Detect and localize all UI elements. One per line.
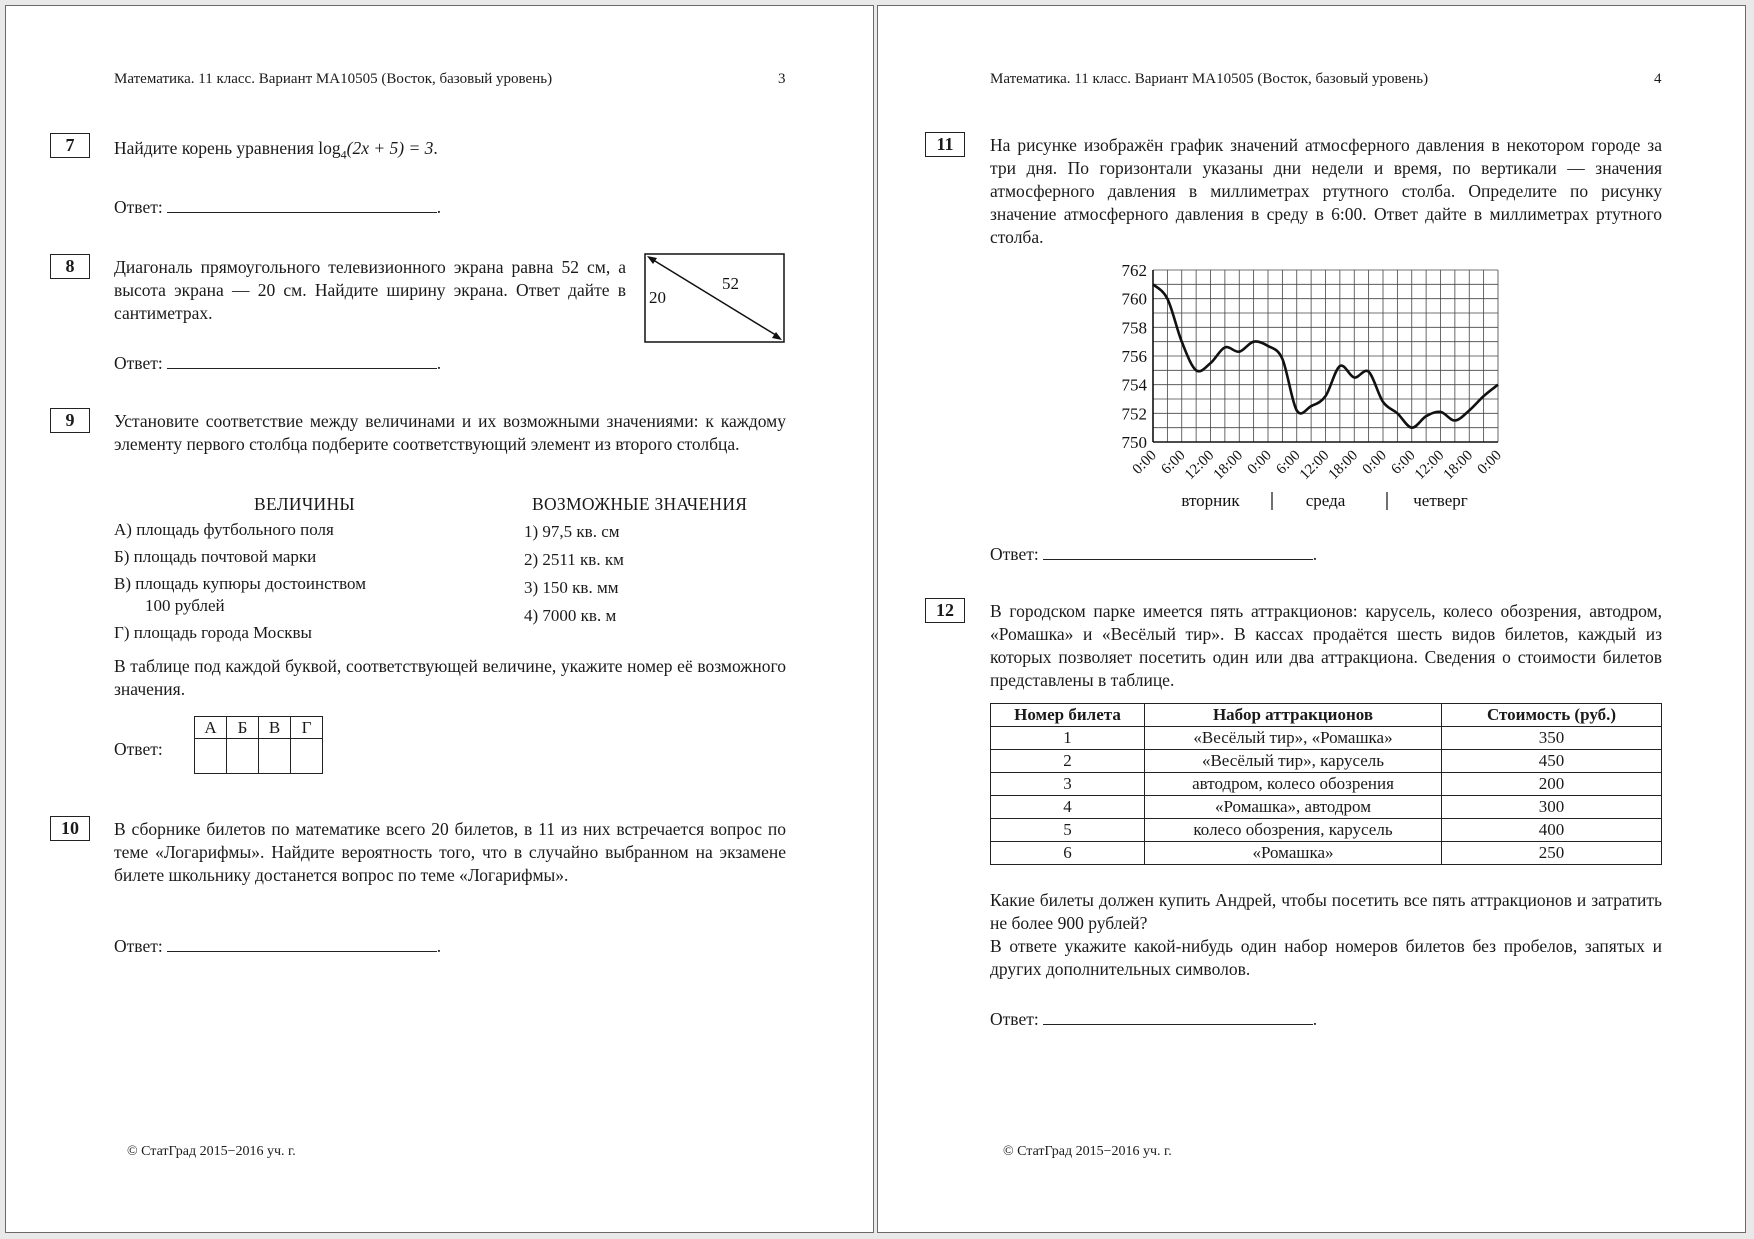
answer-cell-b[interactable] — [227, 739, 259, 774]
ticket-number: 4 — [991, 796, 1145, 819]
ticket-cost: 400 — [1442, 819, 1662, 842]
table-row — [991, 819, 1662, 842]
value-1: 1) 97,5 кв. см — [524, 522, 620, 541]
answer-11-line[interactable] — [1043, 545, 1313, 560]
tickets-table-header — [991, 704, 1662, 727]
x-tick-label: 6:00 — [1158, 447, 1189, 478]
question-number-8: 8 — [50, 254, 90, 279]
x-tick-label: 0:00 — [1244, 447, 1275, 478]
answer-8: Ответ: . — [114, 353, 442, 373]
letter-g: Г — [291, 717, 323, 739]
letter-a: А — [195, 717, 227, 739]
ticket-attractions: «Ромашка», автодром — [1145, 796, 1442, 819]
answer-9-label: Ответ: — [114, 739, 163, 759]
ticket-attractions: «Весёлый тир», «Ромашка» — [1145, 727, 1442, 750]
table-row — [991, 750, 1662, 773]
x-tick-label: 18:00 — [1440, 447, 1477, 483]
question-10-text: В сборнике билетов по математике всего 20 билетов, в 11 из них встречается вопрос по теме «Логарифмы». Найдите вероятность того, что в случайно выбранном на экзамене билете школьнику достанется вопрос по теме «Логарифмы». — [114, 819, 786, 885]
tickets-table — [990, 703, 1662, 865]
y-tick-label: 756 — [1121, 347, 1147, 366]
day-label: вторник — [1181, 491, 1240, 510]
y-tick-label: 752 — [1121, 404, 1147, 424]
ticket-number: 3 — [991, 773, 1145, 796]
header-attractions: Набор аттракционов — [1145, 704, 1442, 727]
table-row — [991, 796, 1662, 819]
answer-11: Ответ: . — [990, 544, 1318, 564]
table-row — [991, 727, 1662, 750]
ticket-attractions: «Весёлый тир», карусель — [1145, 750, 1442, 773]
letter-v: В — [259, 717, 291, 739]
question-12-text: В городском парке имеется пять аттракционов: карусель, колесо обозрения, автодром, «Ромашка» и «Весёлый тир». В кассах продаётся шесть видов билетов, каждый из которых позволяет посетить один или два аттракциона. Сведения о стоимости билетов представлены в таблице. — [990, 601, 1662, 690]
value-2: 2) 2511 кв. км — [524, 550, 624, 569]
answer-cell-a[interactable] — [195, 739, 227, 774]
ticket-attractions: колесо обозрения, карусель — [1145, 819, 1442, 842]
pressure-chart — [1103, 254, 1505, 522]
page-right — [877, 5, 1746, 1233]
x-tick-label: 12:00 — [1411, 447, 1448, 483]
diagonal-label: 52 — [722, 274, 739, 293]
question-9-text: Установите соответствие между величинами и их возможными значениями: к каждому элементу первого столбца подберите соответствующий элемент из второго столбца. — [114, 411, 786, 454]
page-left — [5, 5, 874, 1233]
ticket-number: 5 — [991, 819, 1145, 842]
y-tick-label: 758 — [1121, 318, 1147, 338]
page-number: 4 — [1654, 71, 1662, 87]
page-number: 3 — [778, 71, 786, 87]
x-tick-label: 0:00 — [1359, 447, 1390, 478]
ticket-number: 2 — [991, 750, 1145, 773]
question-7-text: Найдите корень уравнения $\log_4(2x + 5) = 3$. — [114, 138, 438, 162]
header-ticket-number: Номер билета — [991, 704, 1145, 727]
column-title-quantities: ВЕЛИЧИНЫ — [254, 494, 355, 514]
ticket-attractions: «Ромашка» — [1145, 842, 1442, 865]
answer-10-line[interactable] — [167, 937, 437, 952]
day-label: четверг — [1413, 491, 1468, 510]
question-number-11: 11 — [925, 132, 965, 157]
ticket-number: 1 — [991, 727, 1145, 750]
value-4: 4) 7000 кв. м — [524, 606, 617, 625]
ticket-attractions: автодром, колесо обозрения — [1145, 773, 1442, 796]
diagonal-line — [650, 258, 779, 337]
quantity-g: Г) площадь города Москвы — [114, 623, 312, 642]
ticket-cost: 250 — [1442, 842, 1662, 865]
footer-copyright: © СтатГрад 2015−2016 уч. г. — [1003, 1144, 1172, 1159]
value-3: 3) 150 кв. мм — [524, 578, 619, 597]
formula: $\log_4(2x + 5) = 3$ — [318, 138, 434, 162]
page-header: Математика. 11 класс. Вариант МА10505 (Восток, базовый уровень) — [990, 71, 1429, 87]
page-header: Математика. 11 класс. Вариант МА10505 (Восток, базовый уровень) — [114, 71, 553, 87]
ticket-cost: 200 — [1442, 773, 1662, 796]
answer-8-line[interactable] — [167, 354, 437, 369]
ticket-cost: 450 — [1442, 750, 1662, 773]
quantity-b: Б) площадь почтовой марки — [114, 547, 317, 566]
question-9-instruction: В таблице под каждой буквой, соответствующей величине, укажите номер её возможного значения. — [114, 656, 786, 699]
answer-cell-v[interactable] — [259, 739, 291, 774]
answer-12: Ответ: . — [990, 1009, 1318, 1029]
ticket-number: 6 — [991, 842, 1145, 865]
y-tick-label: 750 — [1121, 433, 1147, 452]
footer-copyright: © СтатГрад 2015−2016 уч. г. — [127, 1144, 296, 1159]
quantity-v: В) площадь купюры достоинством — [114, 574, 366, 593]
question-11-text: На рисунке изображён график значений атмосферного давления в некотором городе за три дня. По горизонтали указаны дни недели и время, по вертикали — значения атмосферного давления в миллиметрах ртутного столба. Определите по рисунку значение атмосферного давления в среду в 6:00. Ответ дайте в миллиметрах ртутного столба. — [990, 135, 1662, 247]
question-12-question: Какие билеты должен купить Андрей, чтобы посетить все пять аттракционов и затратить не более 900 рублей? — [990, 890, 1662, 933]
answer-9-table — [194, 716, 323, 774]
letter-b: Б — [227, 717, 259, 739]
question-number-7: 7 — [50, 133, 90, 158]
answer-10: Ответ: . — [114, 936, 442, 956]
x-tick-label: 18:00 — [1325, 447, 1362, 483]
quantity-a: А) площадь футбольного поля — [114, 520, 334, 539]
x-tick-label: 6:00 — [1388, 447, 1419, 478]
table-row — [991, 773, 1662, 796]
x-tick-label: 0:00 — [1474, 447, 1505, 478]
x-tick-label: 6:00 — [1273, 447, 1304, 478]
quantity-v-cont: 100 рублей — [145, 596, 225, 615]
height-label: 20 — [649, 288, 666, 307]
question-number-12: 12 — [925, 598, 965, 623]
ticket-cost: 350 — [1442, 727, 1662, 750]
answer-12-line[interactable] — [1043, 1010, 1313, 1025]
question-12-instruction: В ответе укажите какой-нибудь один набор номеров билетов без пробелов, запятых и других дополнительных символов. — [990, 936, 1662, 979]
header-cost: Стоимость (руб.) — [1442, 704, 1662, 727]
answer-7: Ответ: . — [114, 197, 442, 217]
y-tick-label: 754 — [1121, 375, 1147, 395]
y-tick-label: 760 — [1121, 289, 1147, 309]
answer-7-line[interactable] — [167, 198, 437, 213]
arrow-head-start — [647, 256, 657, 264]
y-tick-label: 762 — [1121, 261, 1147, 280]
answer-cell-g[interactable] — [291, 739, 323, 774]
question-number-9: 9 — [50, 408, 90, 433]
x-tick-label: 12:00 — [1296, 447, 1333, 483]
question-8-text: Диагональ прямоугольного телевизионного экрана равна 52 см, а высота экрана — 20 см. Найдите ширину экрана. Ответ дайте в сантиметрах. — [114, 257, 626, 323]
screen-diagram — [644, 253, 786, 345]
column-title-values: ВОЗМОЖНЫЕ ЗНАЧЕНИЯ — [532, 494, 748, 514]
ticket-cost: 300 — [1442, 796, 1662, 819]
x-tick-label: 12:00 — [1181, 447, 1218, 483]
table-row — [991, 842, 1662, 865]
x-tick-label: 18:00 — [1210, 447, 1247, 483]
day-label: среда — [1305, 491, 1346, 510]
question-number-10: 10 — [50, 816, 90, 841]
x-tick-label: 0:00 — [1129, 447, 1160, 478]
